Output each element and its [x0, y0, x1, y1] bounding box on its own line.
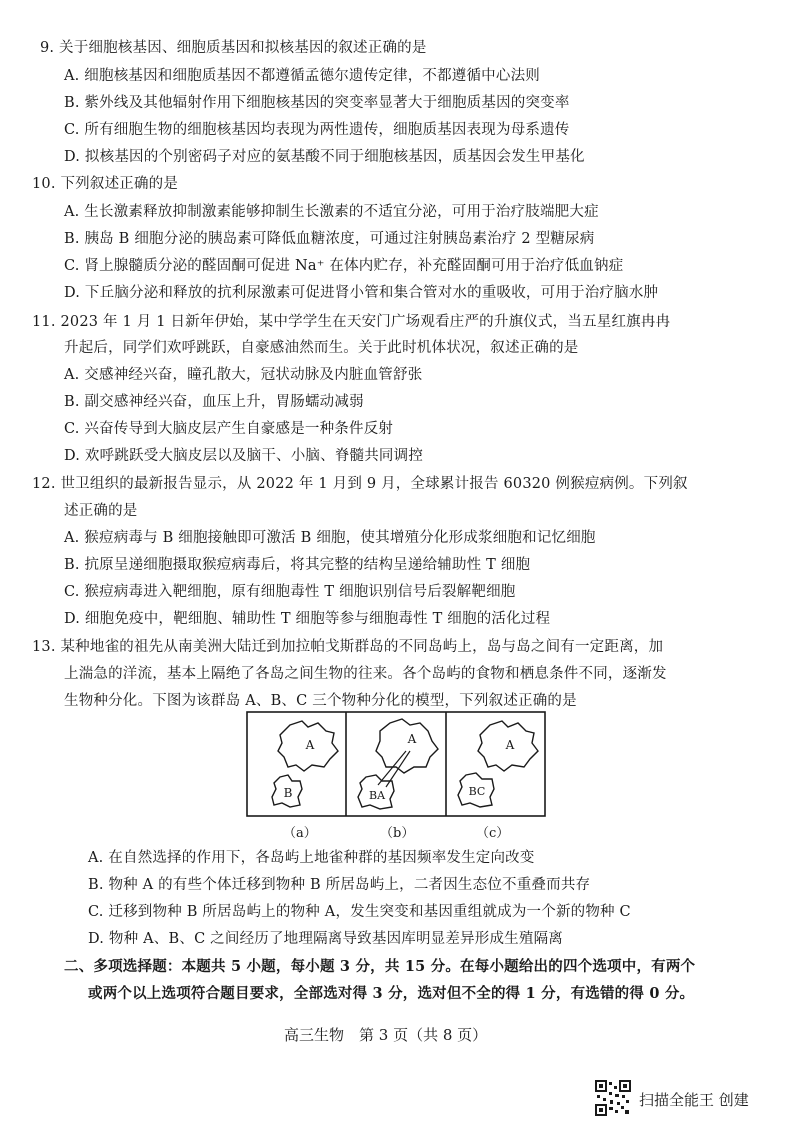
panel-a-label-bottom: B [283, 786, 293, 800]
question-9-option-b: B. 紫外线及其他辐射作用下细胞核基因的突变率显著大于细胞质基因的突变率 [64, 95, 570, 111]
question-10-option-a: A. 生长激素释放抑制激素能够抑制生长激素的不适宜分泌，可用于治疗肢端肥大症 [64, 204, 599, 220]
question-12-option-d: D. 细胞免疫中，靶细胞、辅助性 T 细胞等参与细胞毒性 T 细胞的活化过程 [64, 611, 551, 627]
question-9-option-a: A. 细胞核基因和细胞质基因不都遵循孟德尔遗传定律，不都遵循中心法则 [64, 68, 540, 84]
question-12-option-b: B. 抗原呈递细胞摄取猴痘病毒后，将其完整的结构呈递给辅助性 T 细胞 [64, 557, 531, 573]
page-footer: 高三生物 第 3 页（共 8 页） [284, 1026, 488, 1044]
question-11-option-d: D. 欢呼跳跃受大脑皮层以及脑干、小脑、脊髓共同调控 [64, 448, 424, 464]
question-12-stem-line-2: 述正确的是 [64, 503, 138, 519]
scanner-watermark [595, 1080, 785, 1120]
question-13-option-d: D. 物种 A、B、C 之间经历了地理隔离导致基因库明显差异形成生殖隔离 [88, 931, 563, 947]
question-13-stem-line-3: 生物种分化。下图为该群岛 A、B、C 三个物种分化的模型，下列叙述正确的是 [64, 693, 577, 709]
panel-a-caption: （a） [283, 826, 317, 841]
question-13-option-c: C. 迁移到物种 B 所居岛屿上的物种 A，发生突变和基因重组就成为一个新的物种 C [88, 904, 631, 920]
question-10-option-c: C. 肾上腺髓质分泌的醛固酮可促进 Na⁺ 在体内贮存，补充醛固酮可用于治疗低血钠症 [64, 258, 624, 274]
question-11-option-c: C. 兴奋传导到大脑皮层产生自豪感是一种条件反射 [64, 421, 394, 437]
question-12-option-c: C. 猴痘病毒进入靶细胞，原有细胞毒性 T 细胞识别信号后裂解靶细胞 [64, 584, 516, 600]
question-10-option-d: D. 下丘脑分泌和释放的抗利尿激素可促进肾小管和集合管对水的重吸收，可用于治疗脑水肿 [64, 285, 659, 301]
panel-c-caption: （c） [476, 826, 510, 841]
question-13-option-a: A. 在自然选择的作用下，各岛屿上地雀种群的基因频率发生定向改变 [88, 850, 535, 866]
question-11-stem-line-2: 升起后，同学们欢呼跳跃，自豪感油然而生。关于此时机体状况，叙述正确的是 [64, 340, 579, 356]
panel-b-island-top [376, 719, 438, 773]
question-12-option-a: A. 猴痘病毒与 B 细胞接触即可激活 B 细胞，使其增殖分化形成浆细胞和记忆细胞 [64, 530, 596, 546]
panel-b-migration-arrow-2 [386, 751, 410, 787]
question-13-option-b: B. 物种 A 的有些个体迁移到物种 B 所居岛屿上，二者因生态位不重叠而共存 [88, 877, 591, 893]
qr-code-icon [595, 1080, 631, 1116]
section-2-line-2: 或两个以上选项符合题目要求，全部选对得 3 分，选对但不全的得 1 分，有选错的得 0 分。 [88, 985, 695, 1002]
question-9-option-c: C. 所有细胞生物的细胞核基因均表现为两性遗传，细胞质基因表现为母系遗传 [64, 122, 570, 138]
question-13-stem-line-1: 13. 某种地雀的祖先从南美洲大陆迁到加拉帕戈斯群岛的不同岛屿上，岛与岛之间有一定距离，加 [32, 639, 664, 655]
speciation-figure [246, 711, 546, 817]
panel-c-label-bottom: BC [468, 785, 486, 798]
panel-b-caption: （b） [380, 826, 415, 841]
question-11-option-a: A. 交感神经兴奋，瞳孔散大，冠状动脉及内脏血管舒张 [64, 367, 423, 383]
panel-b-label-bottom: BA [368, 789, 386, 802]
question-13-stem-line-2: 上湍急的洋流，基本上隔绝了各岛之间生物的往来。各个岛屿的食物和栖息条件不同，逐渐发 [64, 666, 667, 682]
question-11-option-b: B. 副交感神经兴奋，血压上升，胃肠蠕动减弱 [64, 394, 364, 410]
panel-b-migration-arrow-1 [378, 751, 406, 785]
question-10-option-b: B. 胰岛 B 细胞分泌的胰岛素可降低血糖浓度，可通过注射胰岛素治疗 2 型糖尿病 [64, 231, 595, 247]
section-2-line-1: 二、多项选择题：本题共 5 小题，每小题 3 分，共 15 分。在每小题给出的四个选项中，有两个 [64, 958, 696, 975]
question-9-stem: 9. 关于细胞核基因、细胞质基因和拟核基因的叙述正确的是 [40, 40, 427, 56]
panel-a-label-top: A [305, 738, 315, 752]
watermark-text: 扫描全能王 创建 [639, 1091, 749, 1109]
question-12-stem-line-1: 12. 世卫组织的最新报告显示，从 2022 年 1 月到 9 月，全球累计报告 60320 例猴痘病例。下列叙 [32, 476, 688, 492]
panel-b-label-top: A [407, 732, 417, 746]
panel-c-label-top: A [505, 738, 515, 752]
question-9-option-d: D. 拟核基因的个别密码子对应的氨基酸不同于细胞核基因，质基因会发生甲基化 [64, 149, 585, 165]
question-11-stem-line-1: 11. 2023 年 1 月 1 日新年伊始，某中学学生在天安门广场观看庄严的升旗仪式，当五星红旗冉冉 [32, 314, 671, 330]
question-10-stem: 10. 下列叙述正确的是 [32, 176, 179, 192]
